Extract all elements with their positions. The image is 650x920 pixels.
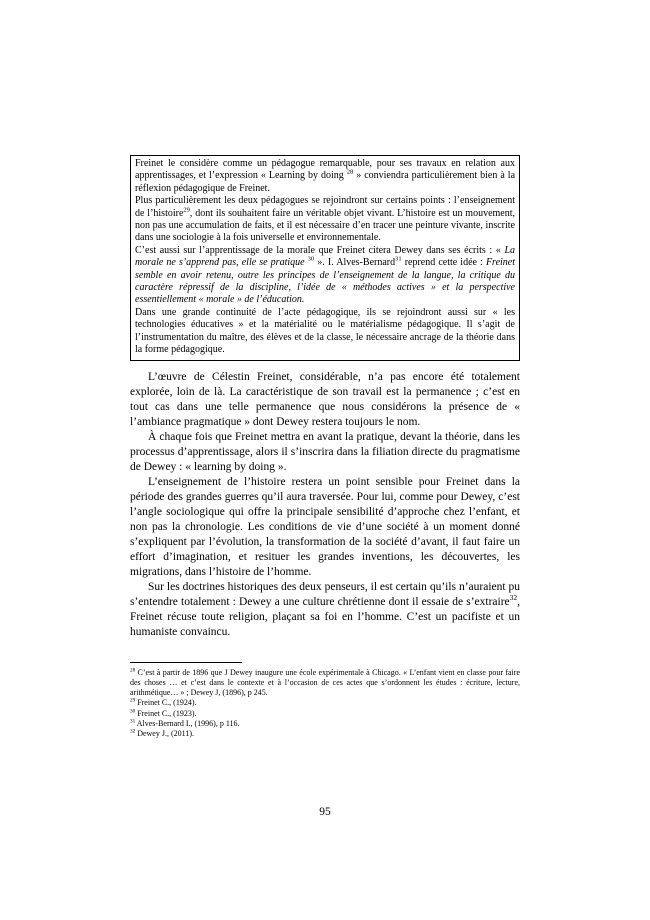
- body-paragraph: Sur les doctrines historiques des deux penseurs, il est certain qu’ils n’auraient pu s’entendre totalement : Dewey a une culture chrétienne dont il essaie de s’extraire$^{32}$, Freinet récuse toute religion, plaçant sa foi en l’homme. C’est un pacifiste et un humaniste convaincu.: [130, 580, 520, 638]
- footnote: $^{29}$ Freinet C., (1924).: [130, 697, 197, 708]
- page-number: 95: [319, 806, 331, 818]
- footnote: $^{32}$ Dewey J., (2011).: [130, 728, 194, 739]
- body-paragraph: À chaque fois que Freinet mettra en avant la pratique, devant la théorie, dans les processus d’apprentissage, alors il s’inscrira dans la filiation directe du pragmatisme de Dewey : « learning by doing ».: [130, 430, 520, 473]
- quote-paragraph: Dans une grande continuité de l’acte pédagogique, ils se rejoindront aussi sur « les technologies éducatives » et la matérialité ou le matérialisme pédagogique. Il s’agit de l’instrumentation du maître, des élèves et de la classe, le nécessaire ancrage de la théorie dans la forme pédagogique.: [135, 306, 515, 356]
- body-paragraph: L’enseignement de l’histoire restera un point sensible pour Freinet dans la période des grandes guerres qu’il aura traversée. Pour lui, comme pour Dewey, c’est l’angle sociologique qui offre la principale sensibilité d’approche chez l’enfant, et non pas la chronologie. Les conditions de vie d’une société à un moment donné s’expliquent par l’évolution, la transformation de la société d’avant, il faut faire un effort d’imagination, et resituer les grandes inventions, les découvertes, les migrations, dans l’histoire de l’homme.: [130, 475, 520, 578]
- footnote: $^{28}$ C’est à partir de 1896 que J Dewey inaugure une école expérimentale à Chicago. « L’enfant vient en classe pour faire des choses … et c’est dans le contexte et à l’occasion de ces actes que s’ordonnent les études : écriture, lecture, arithmétique… » ; Dewey J, (1896), p 245.: [130, 666, 520, 698]
- quote-paragraph: Plus particulièrement les deux pédagogues se rejoindront sur certains points : l’enseignement de l’histoire$^{29}$, dont ils souhaitent faire un véritable objet vivant. L’histoire est un mouvement, non pas une accumulation de faits, et il est nécessaire d’en tracer une peinture vivante, inscrite dans une sociologie à la fois universelle et environnementale.: [135, 195, 515, 244]
- quote-paragraph: Freinet le considère comme un pédagogue remarquable, pour ses travaux en relation aux apprentissages, et l’expression « Learning by doing $^{28}$ » conviendra particulièrement bien à la réflexion pédagogique de Freinet.: [135, 158, 516, 194]
- quote-box: [130, 155, 520, 361]
- quote-paragraph: C’est aussi sur l’apprentissage de la morale que Freinet citera Dewey dans ses écrits : « La morale ne s’apprend pas, elle se pratique $^{30}$ ». I. Alves-Bernard$^{31}$ reprend cette idée : Freinet semble en avoir retenu, outre les principes de l’enseignement de la langue, la critique du caractère répressif de la discipline, l’idée de « méthodes actives » et la perspective essentiellement « morale » de l’éducation.: [135, 244, 515, 306]
- footnote: $^{30}$ Freinet C., (1923).: [130, 708, 197, 718]
- footnote-separator: [130, 662, 242, 663]
- footnote: $^{31}$ Alves-Bernard I., (1996), p 116.: [130, 718, 240, 728]
- footnotes: [130, 668, 520, 740]
- body-text: [130, 370, 520, 640]
- content-column: [130, 155, 520, 740]
- body-paragraph: L’œuvre de Célestin Freinet, considérable, n’a pas encore été totalement explorée, loin de là. La caractéristique de son travail est la permanence ; c’est en tout cas dans une telle permanence que nous considérons la présence de « l’ambiance pragmatique » dont Dewey restera toujours le nom.: [130, 370, 520, 428]
